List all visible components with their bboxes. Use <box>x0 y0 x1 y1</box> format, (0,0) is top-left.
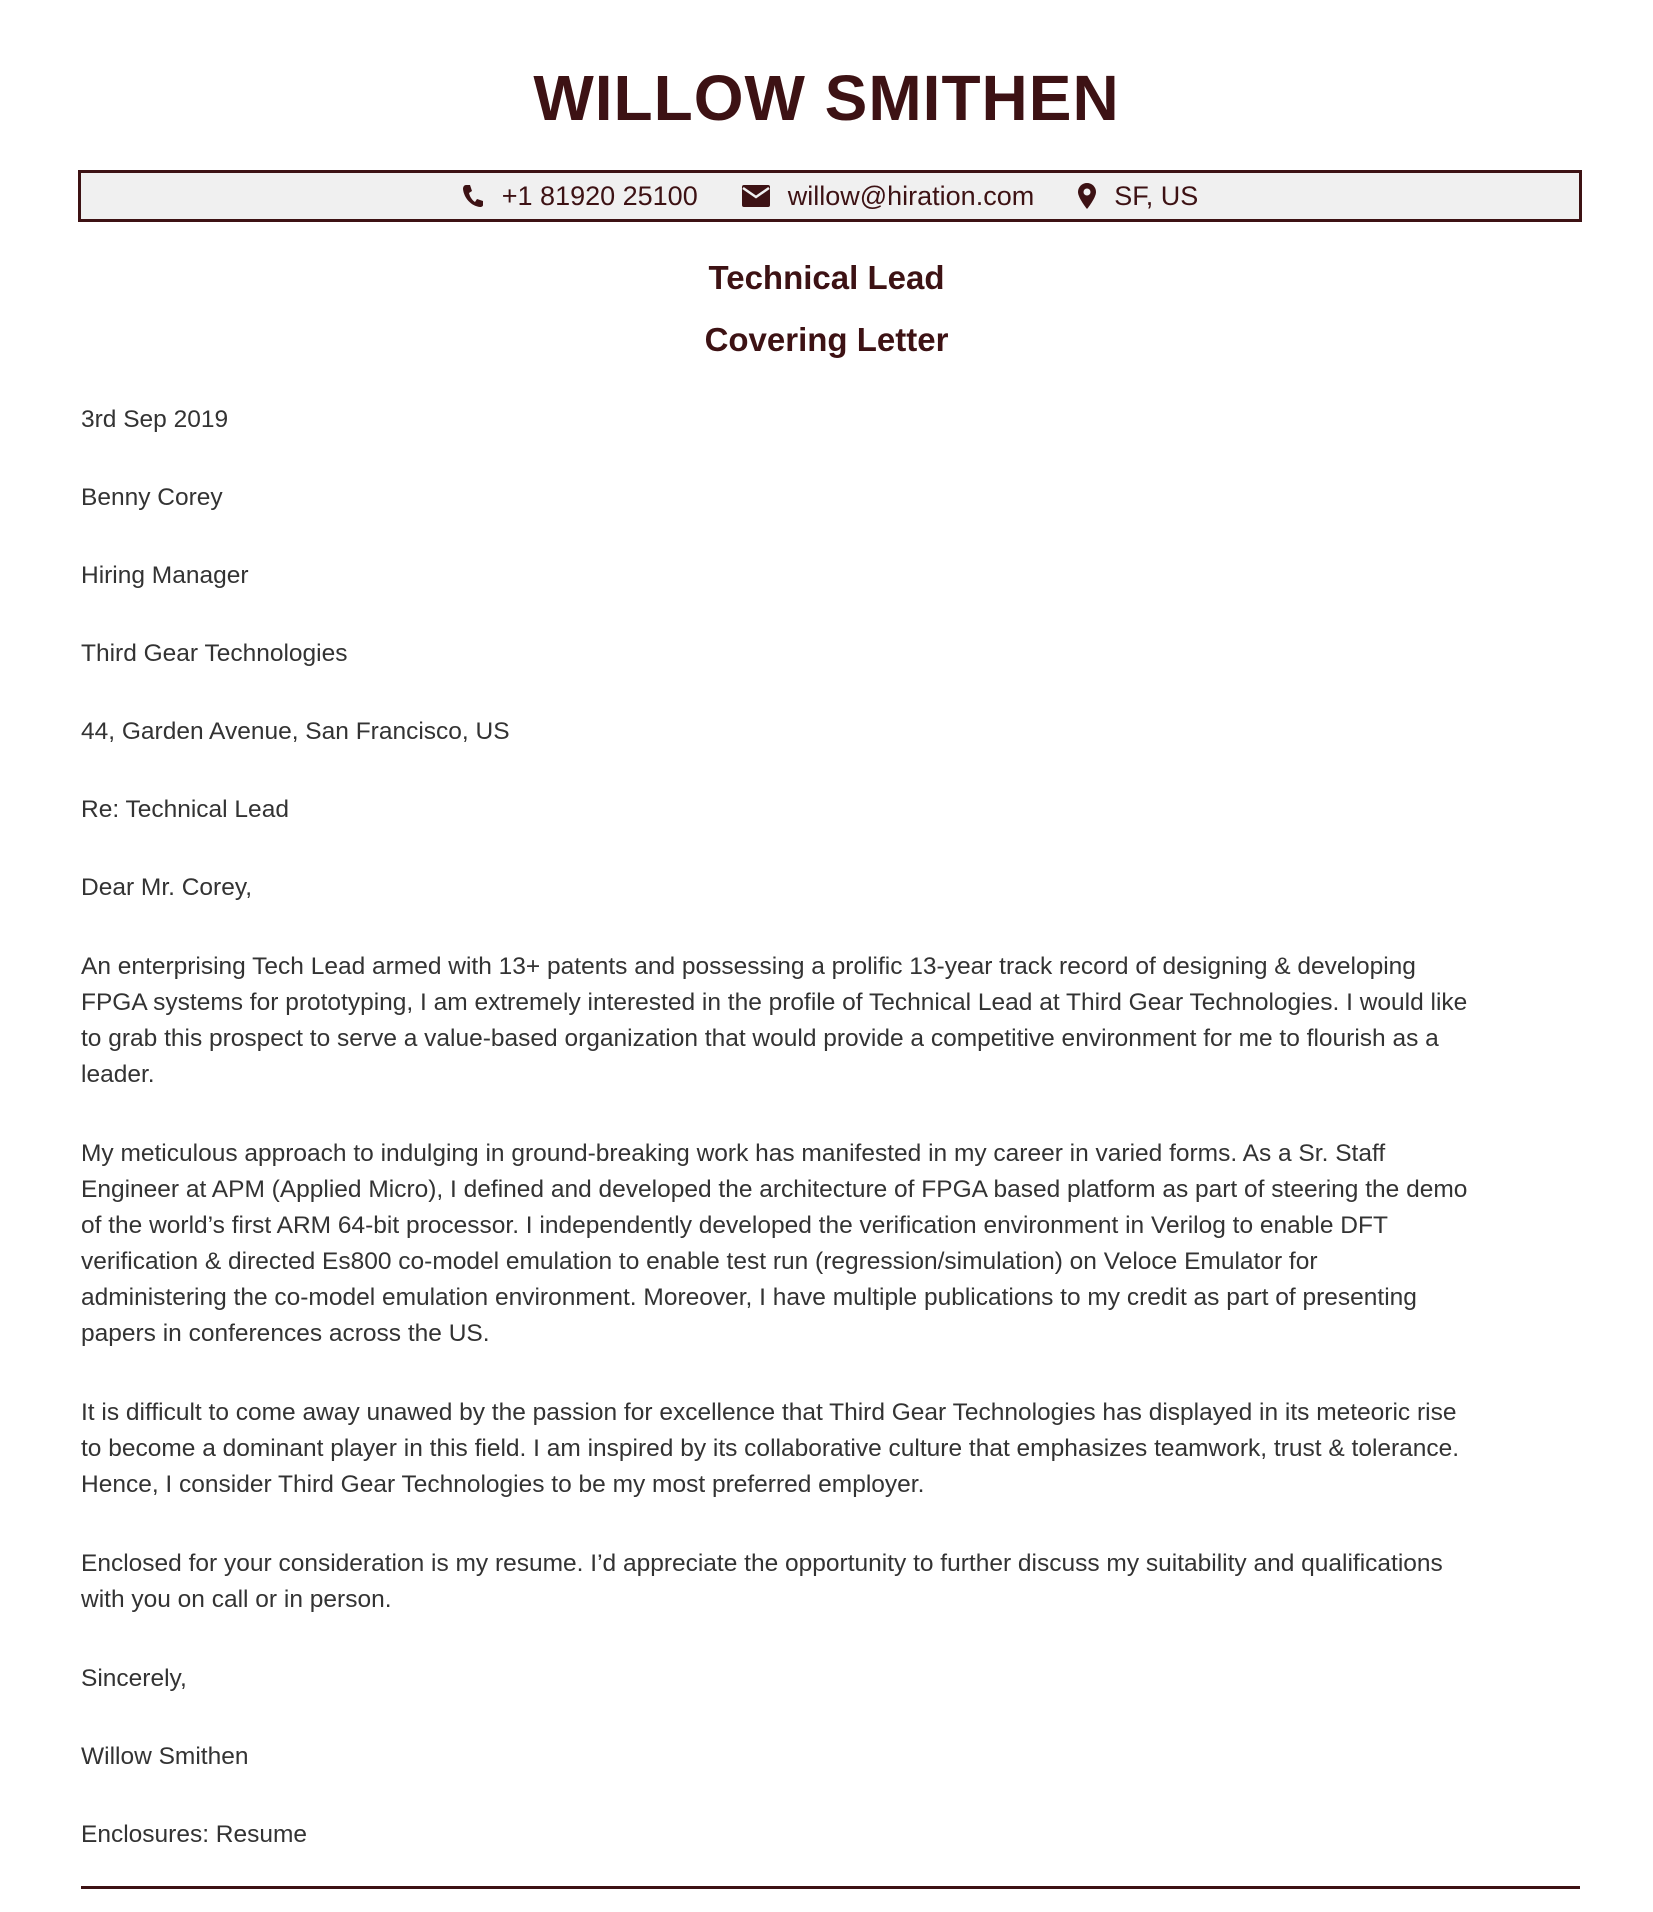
contact-email <box>742 181 1034 212</box>
map-marker-icon <box>1078 183 1096 209</box>
recipient-name: Benny Corey <box>81 484 223 511</box>
recipient-address: 44, Garden Avenue, San Francisco, US <box>81 718 510 745</box>
phone-number: +1 81920 25100 <box>501 180 698 211</box>
paragraph-4-line: with you on call or in person. <box>81 1586 392 1613</box>
contact-location <box>1078 181 1198 212</box>
recipient-title: Hiring Manager <box>81 562 249 589</box>
phone-icon <box>462 184 484 208</box>
salutation: Dear Mr. Corey, <box>81 874 253 901</box>
document-title: Covering Letter <box>704 321 949 358</box>
paragraph-4-line: Enclosed for your consideration is my resume. I’d appreciate the opportunity to further discuss my suitability and qualifications <box>81 1550 1443 1577</box>
enclosures: Enclosures: Resume <box>81 1821 308 1848</box>
paragraph-2-line: My meticulous approach to indulging in ground-breaking work has manifested in my career in varied forms. As a Sr. Staff <box>81 1140 1386 1167</box>
email-address: willow@hiration.com <box>787 180 1035 211</box>
paragraph-2-line: Engineer at APM (Applied Micro), I defined and developed the architecture of FPGA based platform as part of steering the demo <box>81 1176 1468 1203</box>
candidate-name: WILLOW SMITHEN <box>533 62 1120 134</box>
envelope-icon <box>742 185 770 207</box>
paragraph-2-line: papers in conferences across the US. <box>81 1320 490 1347</box>
closing: Sincerely, <box>81 1665 187 1692</box>
paragraph-1-line: An enterprising Tech Lead armed with 13+ patents and possessing a prolific 13-year track record of designing & developing <box>81 953 1416 980</box>
location-text: SF, US <box>1114 180 1199 211</box>
footer-divider <box>81 1886 1580 1889</box>
paragraph-3-line: to become a dominant player in this field. I am inspired by its collaborative culture that emphasizes teamwork, trust & tolerance. <box>81 1435 1460 1462</box>
contact-bar <box>78 170 1582 222</box>
paragraph-1-line: to grab this prospect to serve a value-based organization that would provide a competitive environment for me to flourish as a <box>81 1025 1439 1052</box>
letter-date: 3rd Sep 2019 <box>81 406 229 433</box>
signature-name: Willow Smithen <box>81 1743 249 1770</box>
paragraph-2-line: of the world’s first ARM 64-bit processor. I independently developed the verification environment in Verilog to enable DFT <box>81 1212 1388 1239</box>
letter-subject: Re: Technical Lead <box>81 796 289 823</box>
paragraph-1-line: leader. <box>81 1061 155 1088</box>
paragraph-3-line: It is difficult to come away unawed by the passion for excellence that Third Gear Technologies has displayed in its meteoric rise <box>81 1399 1457 1426</box>
job-title: Technical Lead <box>708 259 945 296</box>
paragraph-1-line: FPGA systems for prototyping, I am extremely interested in the profile of Technical Lead at Third Gear Technologies. I would like <box>81 989 1468 1016</box>
paragraph-2-line: administering the co-model emulation environment. Moreover, I have multiple publications to my credit as part of presenting <box>81 1284 1417 1311</box>
recipient-company: Third Gear Technologies <box>81 640 348 667</box>
paragraph-2-line: verification & directed Es800 co-model emulation to enable test run (regression/simulation) on Veloce Emulator for <box>81 1248 1318 1275</box>
paragraph-3-line: Hence, I consider Third Gear Technologies to be my most preferred employer. <box>81 1471 925 1498</box>
contact-phone <box>462 181 698 212</box>
